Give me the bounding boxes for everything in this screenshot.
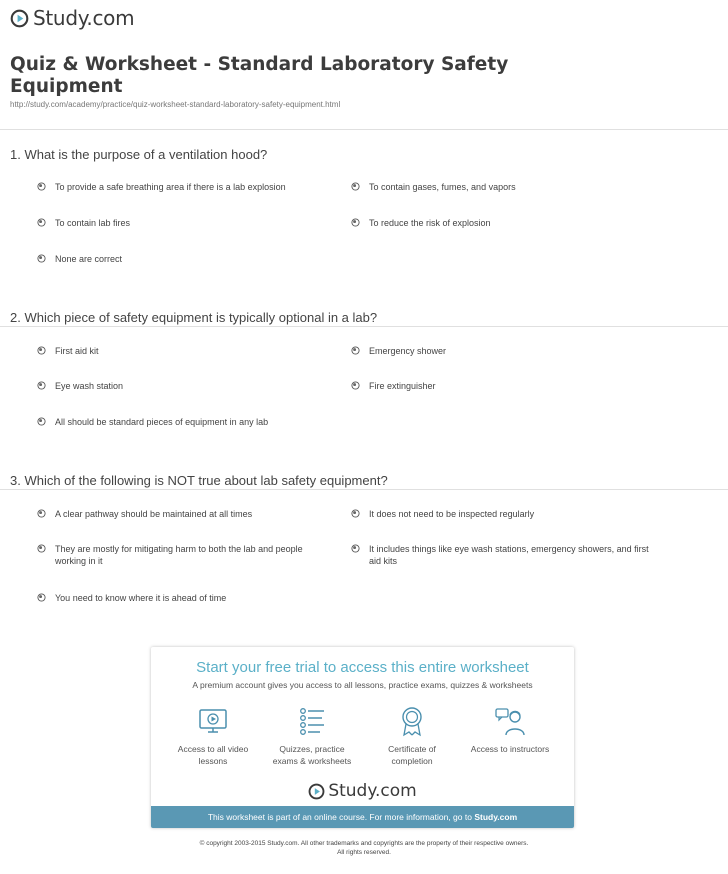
radio-button-icon[interactable] bbox=[37, 218, 46, 227]
course-info-bar bbox=[151, 806, 574, 828]
radio-button-icon[interactable] bbox=[37, 381, 46, 390]
logo-text: Study.com bbox=[33, 6, 135, 30]
answer-option[interactable] bbox=[37, 543, 335, 567]
answer-option[interactable] bbox=[37, 345, 335, 357]
separator bbox=[0, 489, 728, 490]
free-trial-promo bbox=[151, 647, 574, 828]
feature-instructors bbox=[465, 705, 555, 755]
radio-button-icon[interactable] bbox=[351, 544, 360, 553]
answer-label: Fire extinguisher bbox=[369, 381, 436, 391]
page-title: Quiz & Worksheet - Standard Laboratory Safety Equipment bbox=[10, 54, 509, 97]
radio-button-icon[interactable] bbox=[351, 182, 360, 191]
copyright bbox=[0, 839, 728, 857]
feature-label: Access to all video lessons bbox=[177, 744, 249, 766]
certificate-icon bbox=[396, 705, 428, 737]
feature-label: Quizzes, practice exams & worksheets bbox=[272, 744, 352, 766]
answer-label: It does not need to be inspected regularly bbox=[369, 509, 535, 519]
video-lesson-icon bbox=[197, 705, 229, 737]
answer-label: To contain lab fires bbox=[55, 218, 131, 228]
answer-option[interactable] bbox=[351, 181, 649, 193]
answer-label: A clear pathway should be maintained at all times bbox=[55, 509, 253, 519]
radio-button-icon[interactable] bbox=[351, 509, 360, 518]
logo-text: Study.com bbox=[328, 781, 417, 801]
answer-option[interactable] bbox=[351, 380, 649, 392]
answer-label: To reduce the risk of explosion bbox=[369, 218, 491, 228]
answer-label: To provide a safe breathing area if there is a lab explosion bbox=[55, 182, 286, 192]
separator bbox=[0, 129, 728, 130]
feature-label: Access to instructors bbox=[470, 744, 550, 754]
answer-option[interactable] bbox=[351, 508, 649, 520]
radio-button-icon[interactable] bbox=[351, 346, 360, 355]
answer-label: None are correct bbox=[55, 254, 123, 264]
radio-button-icon[interactable] bbox=[37, 509, 46, 518]
question-1: 1. What is the purpose of a ventilation hood? bbox=[10, 147, 268, 162]
promo-subtitle: A premium account gives you access to all lessons, practice exams, quizzes & worksheets bbox=[192, 680, 533, 690]
radio-button-icon[interactable] bbox=[37, 346, 46, 355]
radio-button-icon[interactable] bbox=[37, 182, 46, 191]
radio-button-icon[interactable] bbox=[37, 544, 46, 553]
play-circle-icon bbox=[308, 783, 325, 800]
radio-button-icon[interactable] bbox=[351, 381, 360, 390]
radio-button-icon[interactable] bbox=[351, 218, 360, 227]
copyright-line: © copyright 2003-2015 Study.com. All other trademarks and copyrights are the property of their respective owners. bbox=[199, 840, 529, 847]
answer-label: To contain gases, fumes, and vapors bbox=[369, 182, 516, 192]
play-circle-icon bbox=[10, 9, 29, 28]
answer-option[interactable] bbox=[37, 181, 335, 193]
instructor-icon bbox=[494, 705, 526, 737]
promo-title[interactable]: Start your free trial to access this entire worksheet bbox=[196, 659, 529, 676]
answer-label: First aid kit bbox=[55, 346, 99, 356]
bar-text: This worksheet is part of an online course. For more information, go to bbox=[207, 812, 475, 822]
answer-label: Eye wash station bbox=[55, 381, 124, 391]
answer-option[interactable] bbox=[351, 543, 649, 567]
separator bbox=[0, 326, 728, 327]
answer-option[interactable] bbox=[37, 217, 335, 229]
answer-label: You need to know where it is ahead of time bbox=[55, 593, 227, 603]
copyright-line: All rights reserved. bbox=[337, 849, 391, 856]
answer-option[interactable] bbox=[351, 217, 649, 229]
feature-quizzes bbox=[267, 705, 357, 767]
study-logo[interactable] bbox=[10, 6, 134, 30]
answer-option[interactable] bbox=[37, 508, 335, 520]
answer-option[interactable] bbox=[37, 416, 335, 428]
feature-certificate bbox=[367, 705, 457, 767]
question-3: 3. Which of the following is NOT true about lab safety equipment? bbox=[10, 473, 388, 488]
study-com-link[interactable]: Study.com bbox=[474, 812, 518, 822]
answer-option[interactable] bbox=[37, 253, 335, 265]
radio-button-icon[interactable] bbox=[37, 417, 46, 426]
answer-option[interactable] bbox=[37, 380, 335, 392]
answer-option[interactable] bbox=[37, 592, 335, 604]
page-url: http://study.com/academy/practice/quiz-worksheet-standard-laboratory-safety-equipment.html bbox=[10, 100, 341, 109]
radio-button-icon[interactable] bbox=[37, 593, 46, 602]
answer-label: It includes things like eye wash stations, emergency showers, and first aid kits bbox=[369, 544, 649, 566]
radio-button-icon[interactable] bbox=[37, 254, 46, 263]
quiz-list-icon bbox=[296, 705, 328, 737]
feature-label: Certificate of completion bbox=[388, 744, 436, 766]
answer-option[interactable] bbox=[351, 345, 649, 357]
answer-label: They are mostly for mitigating harm to both the lab and people working in it bbox=[55, 544, 303, 566]
answer-label: All should be standard pieces of equipment in any lab bbox=[55, 417, 269, 427]
answer-label: Emergency shower bbox=[369, 346, 447, 356]
question-2: 2. Which piece of safety equipment is typically optional in a lab? bbox=[10, 310, 378, 325]
promo-study-logo[interactable] bbox=[151, 781, 574, 801]
feature-video-lessons bbox=[168, 705, 258, 767]
